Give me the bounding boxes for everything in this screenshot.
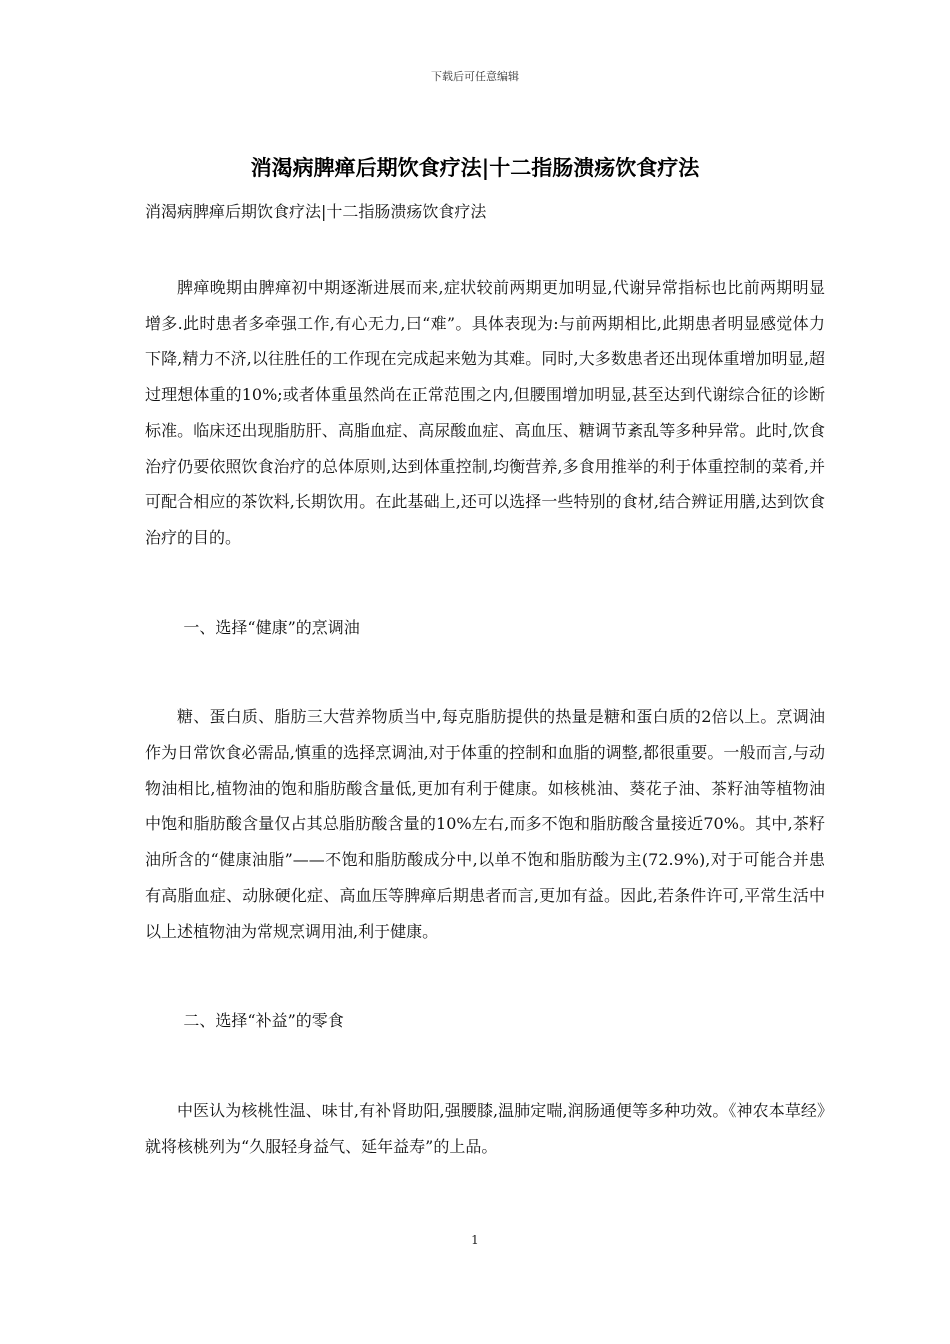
paragraph-cooking-oil: 糖、蛋白质、脂肪三大营养物质当中,每克脂肪提供的热量是糖和蛋白质的2倍以上。烹调油作为日常饮食必需品,慎重的选择烹调油,对于体重的控制和血脂的调整,都很重要。一般而言,与动物油相比,植物油的饱和脂肪酸含量低,更加有利于健康。如核桃油、葵花子油、茶籽油等植物油中饱和脂肪酸含量仅占其总脂肪酸含量的10%左右,而多不饱和脂肪酸含量接近70%。其中,茶籽油所含的“健康油脂”——不饱和脂肪酸成分中,以单不饱和脂肪酸为主(72.9%),对于可能合并患有高脂血症、动脉硬化症、高血压等脾瘅后期患者而言,更加有益。因此,若条件许可,平常生活中以上述植物油为常规烹调用油,利于健康。 [145, 707, 825, 941]
document-body [145, 270, 825, 1164]
section-heading-cooking-oil: 一、选择“健康”的烹调油 [183, 617, 360, 637]
paragraph-walnut: 中医认为核桃性温、味甘,有补肾助阳,强腰膝,温肺定喘,润肠通便等多种功效。《神农本草经》就将核桃列为“久服轻身益气、延年益寿”的上品。 [145, 1100, 825, 1156]
document-subtitle: 消渴病脾瘅后期饮食疗法|十二指肠溃疡饮食疗法 [145, 202, 487, 221]
paragraph-intro: 脾瘅晚期由脾瘅初中期逐渐进展而来,症状较前两期更加明显,代谢异常指标也比前两期明显增多.此时患者多牵强工作,有心无力,曰“难”。具体表现为:与前两期相比,此期患者明显感觉体力下降,精力不济,以往胜任的工作现在完成起来勉为其难。同时,大多数患者还出现体重增加明显,超过理想体重的10%;或者体重虽然尚在正常范围之内,但腰围增加明显,甚至达到代谢综合征的诊断标准。临床还出现脂肪肝、高脂血症、高尿酸血症、高血压、糖调节紊乱等多种异常。此时,饮食治疗仍要依照饮食治疗的总体原则,达到体重控制,均衡营养,多食用推举的利于体重控制的菜肴,并可配合相应的茶饮料,长期饮用。在此基础上,还可以选择一些特别的食材,结合辨证用膳,达到饮食治疗的目的。 [145, 278, 825, 547]
document-title: 消渴病脾瘅后期饮食疗法|十二指肠溃疡饮食疗法 [250, 155, 700, 180]
page-header-note: 下载后可任意编辑 [431, 70, 519, 83]
page-number: 1 [471, 1233, 479, 1247]
section-heading-snacks: 二、选择“补益”的零食 [183, 1011, 344, 1031]
